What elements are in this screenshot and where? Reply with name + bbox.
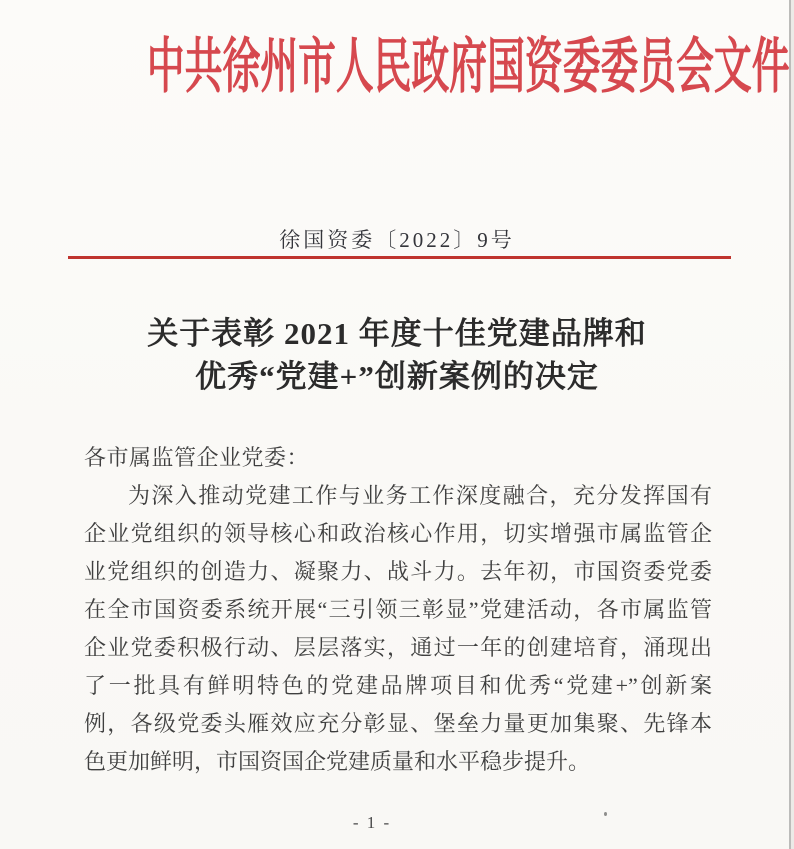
body-line: 了一批具有鲜明特色的党建品牌项目和优秀“党建+”创新案 — [84, 673, 712, 698]
body-line: 例，各级党委头雁效应充分彰显、堡垒力量更加集聚、先锋本 — [84, 711, 712, 736]
document-title-line-2: 优秀“党建+”创新案例的决定 — [195, 359, 599, 394]
body-line: 在全市国资委系统开展“三引领三彰显”党建活动，各市属监管 — [84, 597, 713, 622]
document-title — [0, 312, 794, 398]
scan-speck — [604, 812, 607, 816]
body-line: 企业党委积极行动、层层落实，通过一年的创建培育，涌现出 — [84, 635, 712, 660]
document-title-line-1: 关于表彰 2021 年度十佳党建品牌和 — [147, 316, 647, 351]
body-paragraph — [84, 477, 712, 781]
page-number: - 1 - — [352, 813, 392, 832]
red-separator-rule — [68, 256, 731, 259]
document-number: 徐国资委〔2022〕9号 — [279, 228, 515, 252]
document-header-title: 中共徐州市人民政府国资委委员会文件 — [146, 34, 790, 100]
body-line: 业党组织的创造力、凝聚力、战斗力。去年初，市国资委党委 — [84, 559, 712, 584]
body-line: 企业党组织的领导核心和政治核心作用，切实增强市属监管企 — [84, 521, 712, 546]
body-line: 色更加鲜明，市国资国企党建质量和水平稳步提升。 — [84, 749, 591, 774]
salutation-line: 各市属监管企业党委： — [84, 445, 310, 470]
body-line: 为深入推动党建工作与业务工作深度融合，充分发挥国有 — [128, 483, 712, 508]
